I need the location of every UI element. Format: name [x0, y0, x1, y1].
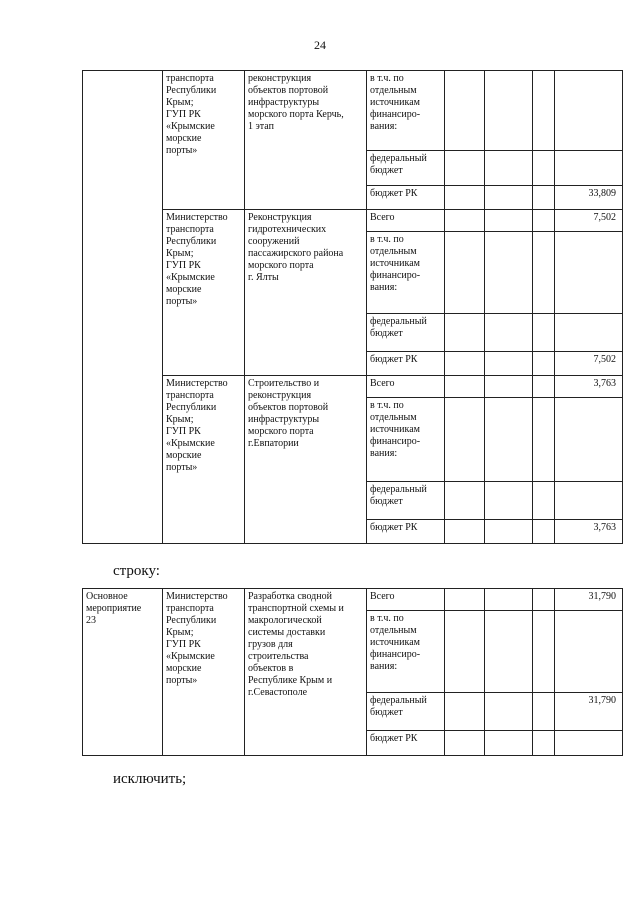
value-cell: 3,763	[555, 376, 623, 398]
activity-cell: Строительство и реконструкция объектов портовой инфраструктуры морского порта г.Евпатории	[245, 376, 367, 544]
program-table-excluded-row	[82, 588, 623, 756]
executor-cell: Министерство транспорта Республики Крым; ГУП РК «Крымские морские порты»	[163, 210, 245, 376]
funding-source-label: федеральный бюджет	[367, 151, 445, 186]
code-cell: Основное мероприятие 23	[83, 589, 163, 756]
activity-cell: Разработка сводной транспортной схемы и макрологической системы доставки грузов для строительства объектов в Республике Крым и г.Севастополе	[245, 589, 367, 756]
code-cell	[83, 71, 163, 544]
executor-cell: Министерство транспорта Республики Крым; ГУП РК «Крымские морские порты»	[163, 589, 245, 756]
funding-source-label: бюджет РК	[367, 731, 445, 756]
executor-cell: транспорта Республики Крым; ГУП РК «Крымские морские порты»	[163, 71, 245, 210]
funding-source-label: бюджет РК	[367, 352, 445, 376]
table-row	[83, 589, 623, 611]
value-cell	[555, 151, 623, 186]
value-cell	[555, 314, 623, 352]
exclude-label: исключить;	[113, 771, 187, 787]
value-cell	[555, 611, 623, 693]
funding-source-label: бюджет РК	[367, 186, 445, 210]
table-row	[83, 210, 623, 232]
table-row	[83, 71, 623, 151]
value-cell: 33,809	[555, 186, 623, 210]
table-row	[83, 376, 623, 398]
funding-source-label: федеральный бюджет	[367, 693, 445, 731]
funding-source-label: бюджет РК	[367, 520, 445, 544]
funding-source-label: в т.ч. по отдельным источникам финансиро- вания:	[367, 398, 445, 482]
row-label: строку:	[113, 563, 160, 579]
value-cell: 31,790	[555, 589, 623, 611]
funding-source-label: Всего	[367, 210, 445, 232]
funding-source-label: федеральный бюджет	[367, 482, 445, 520]
value-cell: 7,502	[555, 352, 623, 376]
funding-source-label: Всего	[367, 376, 445, 398]
value-cell: 7,502	[555, 210, 623, 232]
value-cell	[555, 482, 623, 520]
value-cell	[555, 232, 623, 314]
activity-cell: реконструкция объектов портовой инфраструктуры морского порта Керчь, 1 этап	[245, 71, 367, 210]
funding-source-label: в т.ч. по отдельным источникам финансиро- вания:	[367, 232, 445, 314]
value-cell: 3,763	[555, 520, 623, 544]
program-table-continued	[82, 70, 623, 544]
activity-cell: Реконструкция гидротехнических сооружений пассажирского района морского порта г. Ялты	[245, 210, 367, 376]
funding-source-label: в т.ч. по отдельным источникам финансиро- вания:	[367, 71, 445, 151]
funding-source-label: Всего	[367, 589, 445, 611]
value-cell	[555, 731, 623, 756]
value-cell	[555, 71, 623, 151]
funding-source-label: в т.ч. по отдельным источникам финансиро- вания:	[367, 611, 445, 693]
value-cell: 31,790	[555, 693, 623, 731]
executor-cell: Министерство транспорта Республики Крым; ГУП РК «Крымские морские порты»	[163, 376, 245, 544]
value-cell	[555, 398, 623, 482]
page-number: 24	[314, 38, 326, 52]
funding-source-label: федеральный бюджет	[367, 314, 445, 352]
